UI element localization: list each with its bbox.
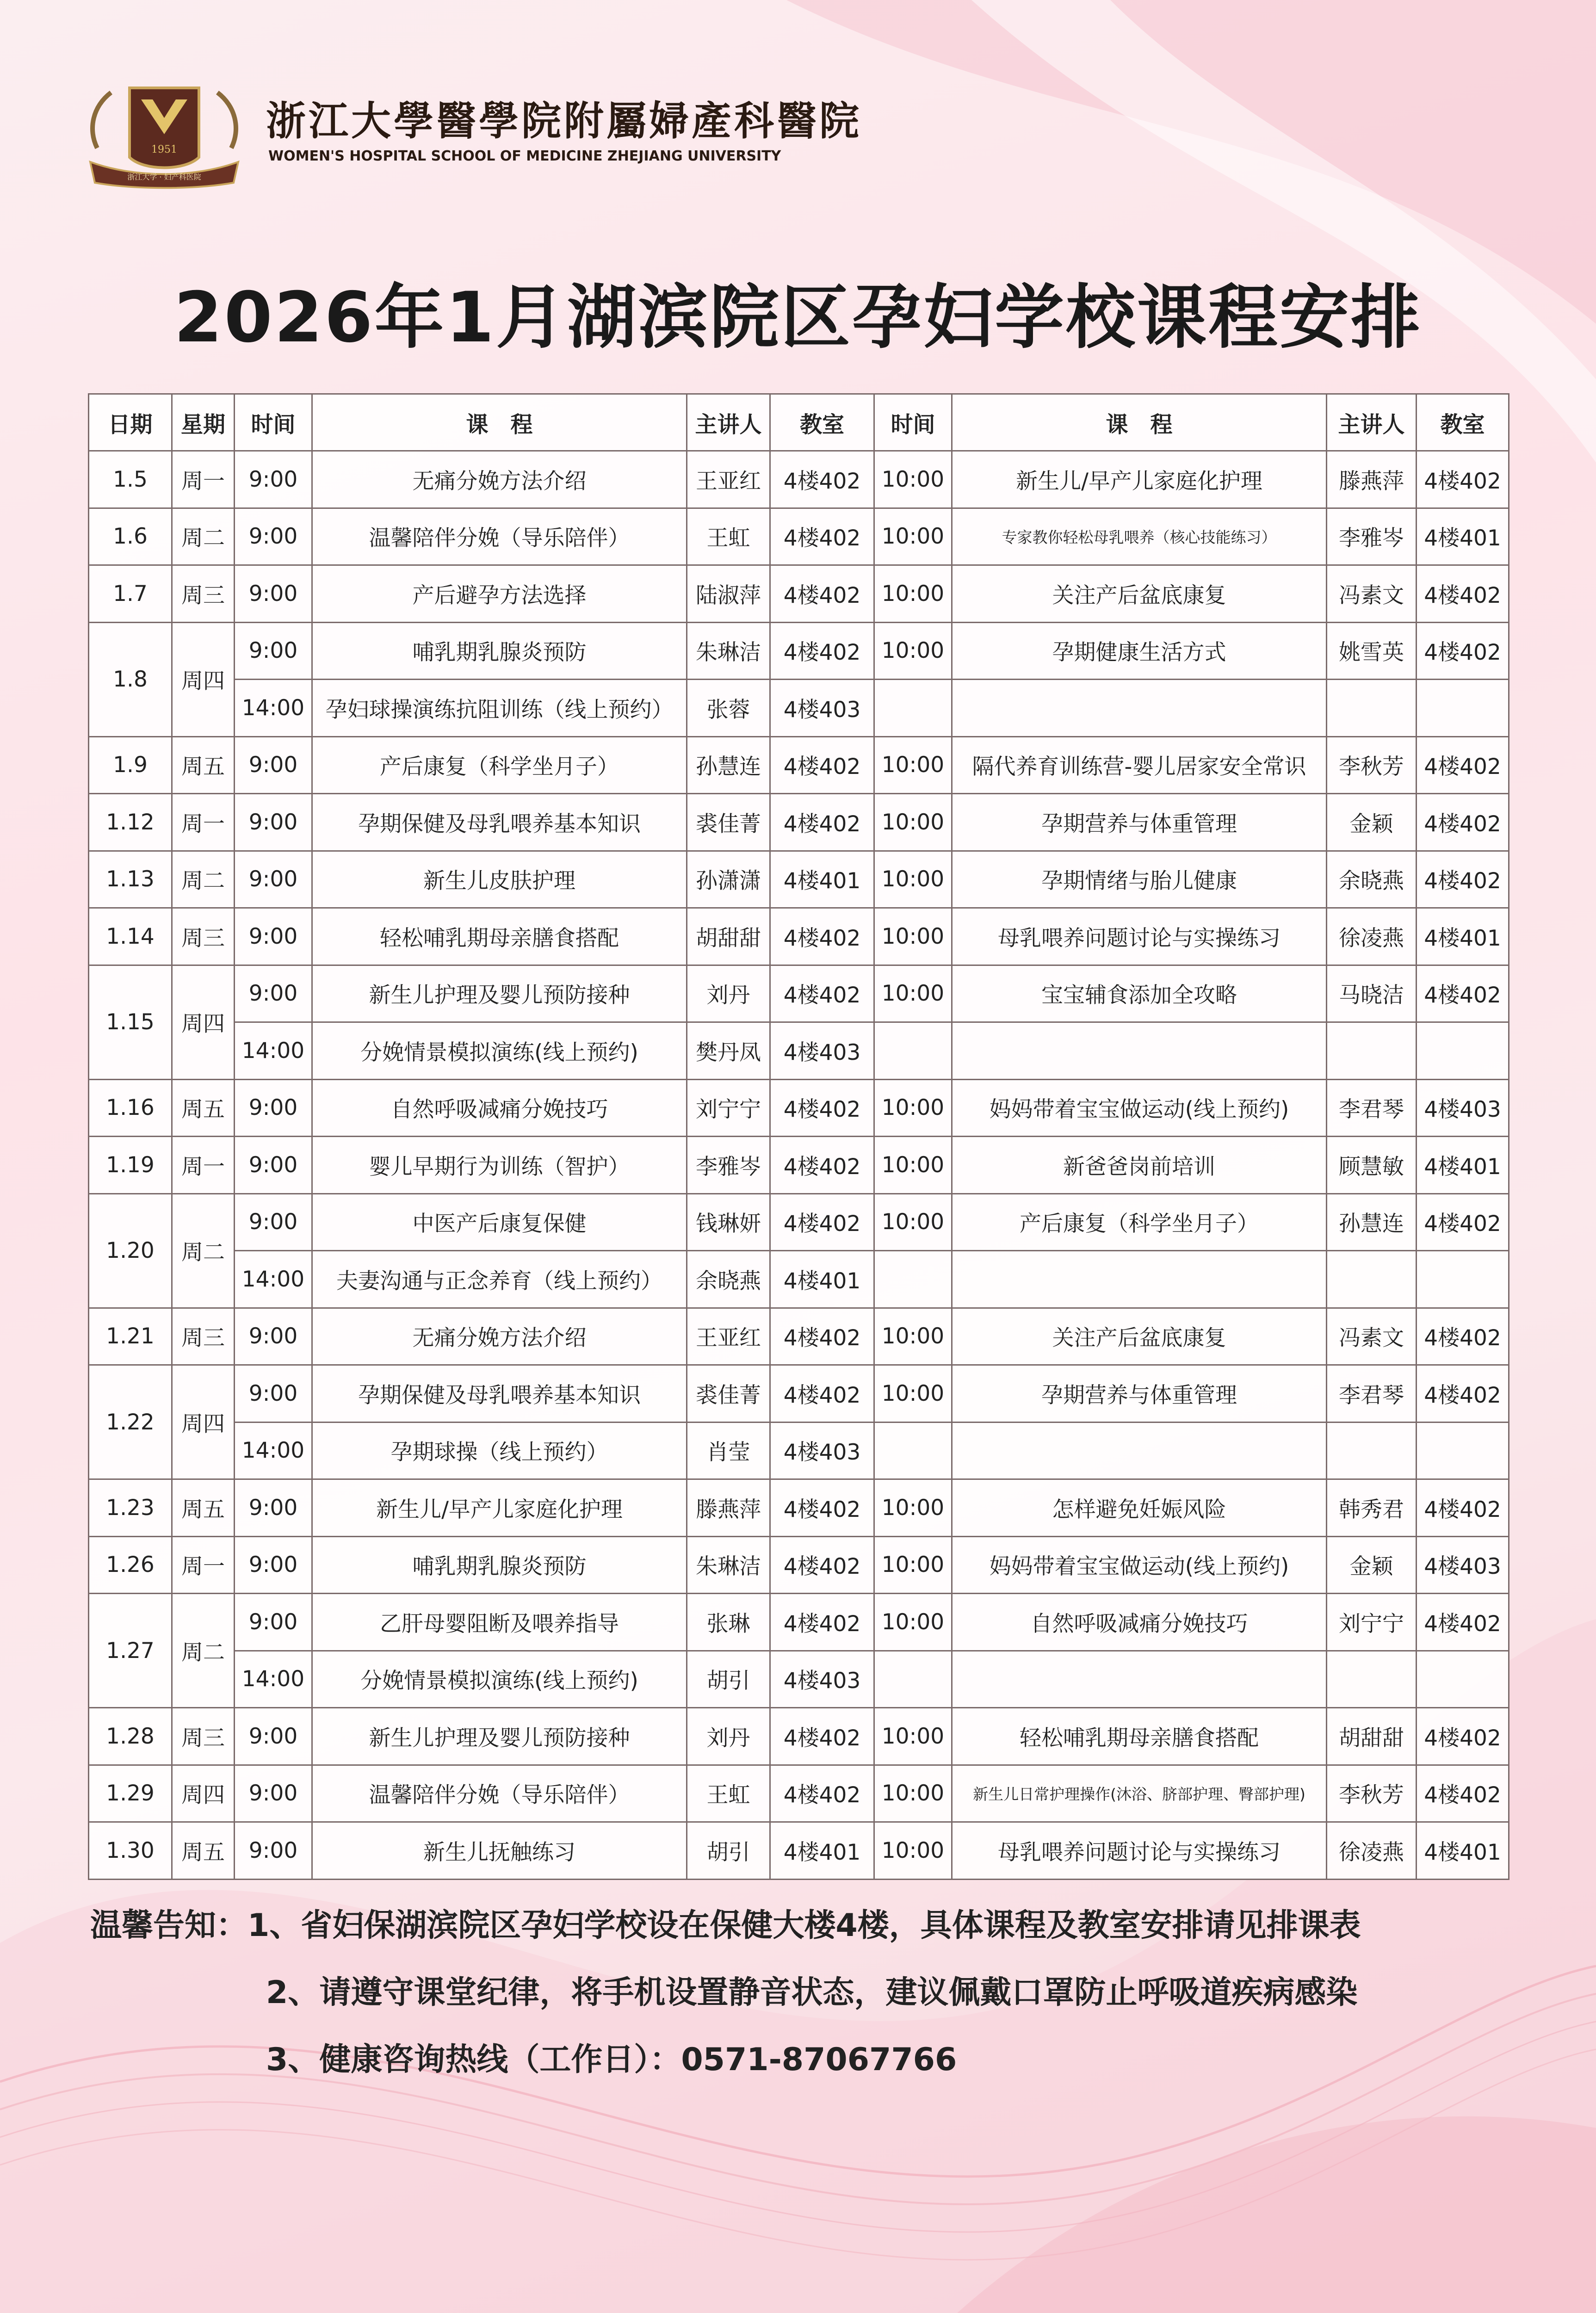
room-cell: 4楼402 <box>770 1536 874 1594</box>
header-room: 教室 <box>770 394 874 451</box>
header-time-2: 时间 <box>874 394 952 451</box>
room-cell-2: 4楼402 <box>1417 1594 1509 1651</box>
time-cell-2: 10:00 <box>874 1194 952 1251</box>
lecturer-cell-2 <box>1327 1422 1417 1479</box>
logo-ribbon-text: 浙江大学 · 妇产科医院 <box>127 173 201 181</box>
lecturer-cell-2 <box>1327 1651 1417 1708</box>
header-date: 日期 <box>89 394 172 451</box>
header-room-2: 教室 <box>1417 394 1509 451</box>
lecturer-cell: 孙慧连 <box>687 736 770 794</box>
weekday-cell: 周五 <box>172 736 235 794</box>
room-cell-2: 4楼401 <box>1417 1822 1509 1880</box>
course-cell: 无痛分娩方法介绍 <box>312 451 687 508</box>
course-cell-2: 宝宝辅食添加全攻略 <box>952 965 1327 1022</box>
lecturer-cell: 朱琳洁 <box>687 622 770 680</box>
header-time: 时间 <box>235 394 312 451</box>
room-cell: 4楼402 <box>770 965 874 1022</box>
lecturer-cell: 朱琳洁 <box>687 1536 770 1594</box>
notice-line-2 <box>90 1959 1361 2026</box>
lecturer-cell-2: 冯素文 <box>1327 1308 1417 1365</box>
course-cell-2: 母乳喂养问题讨论与实操练习 <box>952 908 1327 965</box>
time-cell: 9:00 <box>235 451 312 508</box>
time-cell-2: 10:00 <box>874 1137 952 1194</box>
course-cell: 温馨陪伴分娩（导乐陪伴） <box>312 508 687 565</box>
weekday-cell: 周二 <box>172 1594 235 1708</box>
lecturer-cell-2: 徐凌燕 <box>1327 1822 1417 1880</box>
time-cell-2 <box>874 1251 952 1308</box>
time-cell-2: 10:00 <box>874 1479 952 1537</box>
room-cell: 4楼403 <box>770 680 874 737</box>
weekday-cell: 周三 <box>172 565 235 623</box>
course-cell: 孕妇球操演练抗阻训练（线上预约） <box>312 680 687 737</box>
date-cell: 1.27 <box>89 1594 172 1708</box>
header-course-2: 课 程 <box>952 394 1327 451</box>
notice-item-3: 3、健康咨询热线（工作日）：0571-87067766 <box>266 2041 957 2078</box>
lecturer-cell-2: 徐凌燕 <box>1327 908 1417 965</box>
course-cell-2 <box>952 1651 1327 1708</box>
room-cell: 4楼402 <box>770 565 874 623</box>
date-cell: 1.19 <box>89 1137 172 1194</box>
lecturer-cell-2: 李君琴 <box>1327 1365 1417 1422</box>
weekday-cell: 周四 <box>172 965 235 1079</box>
room-cell-2: 4楼402 <box>1417 1765 1509 1822</box>
room-cell-2: 4楼402 <box>1417 451 1509 508</box>
lecturer-cell: 余晓燕 <box>687 1251 770 1308</box>
lecturer-cell-2: 李雅岑 <box>1327 508 1417 565</box>
room-cell: 4楼402 <box>770 736 874 794</box>
lecturer-cell: 裘佳菁 <box>687 794 770 851</box>
course-cell: 分娩情景模拟演练(线上预约) <box>312 1651 687 1708</box>
schedule-body <box>89 451 1509 1880</box>
course-cell-2: 新爸爸岗前培训 <box>952 1137 1327 1194</box>
room-cell-2: 4楼402 <box>1417 851 1509 908</box>
room-cell: 4楼402 <box>770 1308 874 1365</box>
time-cell-2: 10:00 <box>874 1708 952 1765</box>
date-cell: 1.13 <box>89 851 172 908</box>
weekday-cell: 周二 <box>172 1194 235 1308</box>
time-cell: 9:00 <box>235 1479 312 1537</box>
time-cell: 9:00 <box>235 1594 312 1651</box>
lecturer-cell-2: 滕燕萍 <box>1327 451 1417 508</box>
course-cell-2: 关注产后盆底康复 <box>952 1308 1327 1365</box>
lecturer-cell-2: 金颖 <box>1327 794 1417 851</box>
time-cell: 9:00 <box>235 851 312 908</box>
weekday-cell: 周五 <box>172 1479 235 1537</box>
course-cell-2: 自然呼吸减痛分娩技巧 <box>952 1594 1327 1651</box>
course-cell-2: 妈妈带着宝宝做运动(线上预约) <box>952 1079 1327 1137</box>
time-cell: 14:00 <box>235 680 312 737</box>
lecturer-cell-2: 顾慧敏 <box>1327 1137 1417 1194</box>
schedule-table <box>88 393 1509 1880</box>
time-cell-2: 10:00 <box>874 1079 952 1137</box>
room-cell-2 <box>1417 1422 1509 1479</box>
time-cell: 9:00 <box>235 1822 312 1880</box>
time-cell-2: 10:00 <box>874 451 952 508</box>
weekday-cell: 周一 <box>172 1536 235 1594</box>
lecturer-cell-2: 马晓洁 <box>1327 965 1417 1022</box>
room-cell-2: 4楼402 <box>1417 565 1509 623</box>
room-cell-2: 4楼402 <box>1417 965 1509 1022</box>
table-row <box>89 965 1509 1022</box>
date-cell: 1.6 <box>89 508 172 565</box>
date-cell: 1.28 <box>89 1708 172 1765</box>
time-cell: 9:00 <box>235 1765 312 1822</box>
weekday-cell: 周五 <box>172 1822 235 1880</box>
time-cell-2: 10:00 <box>874 794 952 851</box>
date-cell: 1.15 <box>89 965 172 1079</box>
room-cell-2: 4楼402 <box>1417 1708 1509 1765</box>
table-row <box>89 851 1509 908</box>
room-cell-2 <box>1417 1022 1509 1080</box>
table-row <box>89 622 1509 680</box>
room-cell-2 <box>1417 1251 1509 1308</box>
table-row <box>89 1765 1509 1822</box>
course-cell: 新生儿抚触练习 <box>312 1822 687 1880</box>
course-cell: 分娩情景模拟演练(线上预约) <box>312 1022 687 1080</box>
notice-line-3 <box>90 2026 1361 2093</box>
table-row <box>89 565 1509 623</box>
time-cell: 9:00 <box>235 965 312 1022</box>
room-cell-2: 4楼402 <box>1417 1194 1509 1251</box>
time-cell: 9:00 <box>235 794 312 851</box>
notice-line-1 <box>90 1892 1361 1959</box>
table-row <box>89 1194 1509 1251</box>
course-cell: 新生儿护理及婴儿预防接种 <box>312 965 687 1022</box>
weekday-cell: 周一 <box>172 451 235 508</box>
time-cell: 14:00 <box>235 1422 312 1479</box>
date-cell: 1.12 <box>89 794 172 851</box>
date-cell: 1.21 <box>89 1308 172 1365</box>
weekday-cell: 周二 <box>172 851 235 908</box>
table-row <box>89 1137 1509 1194</box>
time-cell-2: 10:00 <box>874 1536 952 1594</box>
time-cell: 9:00 <box>235 1137 312 1194</box>
lecturer-cell: 樊丹凤 <box>687 1022 770 1080</box>
date-cell: 1.29 <box>89 1765 172 1822</box>
date-cell: 1.23 <box>89 1479 172 1537</box>
header-lecturer-2: 主讲人 <box>1327 394 1417 451</box>
course-cell-2: 隔代养育训练营-婴儿居家安全常识 <box>952 736 1327 794</box>
course-cell-2: 专家教你轻松母乳喂养（核心技能练习） <box>952 508 1327 565</box>
date-cell: 1.14 <box>89 908 172 965</box>
time-cell-2: 10:00 <box>874 1765 952 1822</box>
lecturer-cell: 王虹 <box>687 508 770 565</box>
lecturer-cell-2: 李秋芳 <box>1327 736 1417 794</box>
table-row <box>89 908 1509 965</box>
course-cell-2 <box>952 680 1327 737</box>
lecturer-cell: 裘佳菁 <box>687 1365 770 1422</box>
header-weekday: 星期 <box>172 394 235 451</box>
room-cell: 4楼402 <box>770 1708 874 1765</box>
time-cell: 9:00 <box>235 1365 312 1422</box>
table-row <box>89 1479 1509 1537</box>
time-cell-2: 10:00 <box>874 508 952 565</box>
lecturer-cell: 胡甜甜 <box>687 908 770 965</box>
lecturer-cell: 肖莹 <box>687 1422 770 1479</box>
course-cell-2 <box>952 1251 1327 1308</box>
weekday-cell: 周四 <box>172 1765 235 1822</box>
table-row <box>89 1308 1509 1365</box>
course-cell: 自然呼吸减痛分娩技巧 <box>312 1079 687 1137</box>
course-cell: 婴儿早期行为训练（智护） <box>312 1137 687 1194</box>
table-row <box>89 1594 1509 1651</box>
date-cell: 1.9 <box>89 736 172 794</box>
header-course: 课 程 <box>312 394 687 451</box>
time-cell: 9:00 <box>235 908 312 965</box>
lecturer-cell: 刘宁宁 <box>687 1079 770 1137</box>
course-cell: 温馨陪伴分娩（导乐陪伴） <box>312 1765 687 1822</box>
course-cell-2: 孕期情绪与胎儿健康 <box>952 851 1327 908</box>
table-header-row <box>89 394 1509 451</box>
table-row <box>89 794 1509 851</box>
lecturer-cell: 刘丹 <box>687 965 770 1022</box>
date-cell: 1.26 <box>89 1536 172 1594</box>
room-cell: 4楼401 <box>770 1822 874 1880</box>
lecturer-cell: 张蓉 <box>687 680 770 737</box>
time-cell-2: 10:00 <box>874 965 952 1022</box>
table-row <box>89 1079 1509 1137</box>
course-cell: 哺乳期乳腺炎预防 <box>312 622 687 680</box>
lecturer-cell: 李雅岑 <box>687 1137 770 1194</box>
notice-item-1: 1、省妇保湖滨院区孕妇学校设在保健大楼4楼，具体课程及教室安排请见排课表 <box>247 1907 1361 1944</box>
notice-prefix: 温馨告知： <box>90 1907 248 1944</box>
lecturer-cell-2: 余晓燕 <box>1327 851 1417 908</box>
lecturer-cell: 滕燕萍 <box>687 1479 770 1537</box>
date-cell: 1.7 <box>89 565 172 623</box>
time-cell-2: 10:00 <box>874 565 952 623</box>
table-row <box>89 1651 1509 1708</box>
course-cell-2: 妈妈带着宝宝做运动(线上预约) <box>952 1536 1327 1594</box>
date-cell: 1.16 <box>89 1079 172 1137</box>
room-cell: 4楼402 <box>770 908 874 965</box>
lecturer-cell-2: 韩秀君 <box>1327 1479 1417 1537</box>
page-title: 2026年1月湖滨院区孕妇学校课程安排 <box>174 278 1422 358</box>
course-cell: 新生儿护理及婴儿预防接种 <box>312 1708 687 1765</box>
room-cell-2 <box>1417 680 1509 737</box>
date-cell: 1.20 <box>89 1194 172 1308</box>
time-cell: 9:00 <box>235 1536 312 1594</box>
lecturer-cell: 陆淑萍 <box>687 565 770 623</box>
course-cell-2: 母乳喂养问题讨论与实操练习 <box>952 1822 1327 1880</box>
lecturer-cell-2 <box>1327 1022 1417 1080</box>
table-row <box>89 451 1509 508</box>
course-cell-2: 关注产后盆底康复 <box>952 565 1327 623</box>
room-cell-2: 4楼401 <box>1417 508 1509 565</box>
time-cell-2: 10:00 <box>874 622 952 680</box>
date-cell: 1.30 <box>89 1822 172 1880</box>
time-cell: 9:00 <box>235 1708 312 1765</box>
time-cell: 9:00 <box>235 1194 312 1251</box>
time-cell-2: 10:00 <box>874 736 952 794</box>
hospital-name-cn: 浙江大學醫學院附屬婦產科醫院 <box>266 98 862 144</box>
table-row <box>89 1536 1509 1594</box>
lecturer-cell: 王虹 <box>687 1765 770 1822</box>
course-cell: 新生儿皮肤护理 <box>312 851 687 908</box>
course-cell: 中医产后康复保健 <box>312 1194 687 1251</box>
course-cell-2 <box>952 1022 1327 1080</box>
table-row <box>89 680 1509 737</box>
time-cell-2: 10:00 <box>874 908 952 965</box>
room-cell: 4楼402 <box>770 1137 874 1194</box>
time-cell-2: 10:00 <box>874 1822 952 1880</box>
table-row <box>89 1251 1509 1308</box>
course-cell: 孕期球操（线上预约） <box>312 1422 687 1479</box>
room-cell-2 <box>1417 1651 1509 1708</box>
course-cell: 轻松哺乳期母亲膳食搭配 <box>312 908 687 965</box>
lecturer-cell: 胡引 <box>687 1651 770 1708</box>
time-cell-2: 10:00 <box>874 851 952 908</box>
course-cell-2: 新生儿/早产儿家庭化护理 <box>952 451 1327 508</box>
time-cell: 9:00 <box>235 1308 312 1365</box>
room-cell: 4楼401 <box>770 1251 874 1308</box>
room-cell-2: 4楼402 <box>1417 794 1509 851</box>
room-cell: 4楼402 <box>770 1594 874 1651</box>
lecturer-cell-2: 孙慧连 <box>1327 1194 1417 1251</box>
table-row <box>89 736 1509 794</box>
table-row <box>89 508 1509 565</box>
course-cell: 产后避孕方法选择 <box>312 565 687 623</box>
lecturer-cell: 王亚红 <box>687 1308 770 1365</box>
room-cell-2: 4楼402 <box>1417 622 1509 680</box>
course-cell: 孕期保健及母乳喂养基本知识 <box>312 1365 687 1422</box>
weekday-cell: 周一 <box>172 1137 235 1194</box>
room-cell-2: 4楼401 <box>1417 1137 1509 1194</box>
hospital-header <box>79 79 862 190</box>
time-cell: 14:00 <box>235 1651 312 1708</box>
lecturer-cell-2: 冯素文 <box>1327 565 1417 623</box>
room-cell: 4楼403 <box>770 1022 874 1080</box>
room-cell-2: 4楼401 <box>1417 908 1509 965</box>
time-cell: 9:00 <box>235 508 312 565</box>
course-cell: 乙肝母婴阻断及喂养指导 <box>312 1594 687 1651</box>
time-cell-2 <box>874 680 952 737</box>
weekday-cell: 周一 <box>172 794 235 851</box>
lecturer-cell: 王亚红 <box>687 451 770 508</box>
room-cell-2: 4楼403 <box>1417 1079 1509 1137</box>
lecturer-cell-2 <box>1327 680 1417 737</box>
room-cell: 4楼402 <box>770 1079 874 1137</box>
room-cell-2: 4楼402 <box>1417 1308 1509 1365</box>
room-cell: 4楼402 <box>770 794 874 851</box>
course-cell-2: 孕期营养与体重管理 <box>952 1365 1327 1422</box>
table-row <box>89 1822 1509 1880</box>
notice-item-2: 2、请遵守课堂纪律，将手机设置静音状态，建议佩戴口罩防止呼吸道疾病感染 <box>266 1974 1358 2011</box>
lecturer-cell-2: 李君琴 <box>1327 1079 1417 1137</box>
room-cell: 4楼401 <box>770 851 874 908</box>
lecturer-cell-2: 刘宁宁 <box>1327 1594 1417 1651</box>
weekday-cell: 周四 <box>172 1365 235 1479</box>
weekday-cell: 周二 <box>172 508 235 565</box>
time-cell: 14:00 <box>235 1251 312 1308</box>
time-cell: 9:00 <box>235 1079 312 1137</box>
lecturer-cell-2 <box>1327 1251 1417 1308</box>
course-cell-2 <box>952 1422 1327 1479</box>
room-cell-2: 4楼403 <box>1417 1536 1509 1594</box>
weekday-cell: 周五 <box>172 1079 235 1137</box>
time-cell: 9:00 <box>235 736 312 794</box>
lecturer-cell-2: 李秋芳 <box>1327 1765 1417 1822</box>
table-row <box>89 1365 1509 1422</box>
room-cell-2: 4楼402 <box>1417 1365 1509 1422</box>
weekday-cell: 周三 <box>172 1708 235 1765</box>
course-cell-2: 轻松哺乳期母亲膳食搭配 <box>952 1708 1327 1765</box>
time-cell: 14:00 <box>235 1022 312 1080</box>
lecturer-cell-2: 胡甜甜 <box>1327 1708 1417 1765</box>
time-cell: 9:00 <box>235 622 312 680</box>
weekday-cell: 周四 <box>172 622 235 736</box>
room-cell-2: 4楼402 <box>1417 736 1509 794</box>
course-cell-2: 新生儿日常护理操作(沐浴、脐部护理、臀部护理) <box>952 1765 1327 1822</box>
room-cell: 4楼402 <box>770 451 874 508</box>
lecturer-cell-2: 姚雪英 <box>1327 622 1417 680</box>
course-cell: 哺乳期乳腺炎预防 <box>312 1536 687 1594</box>
room-cell: 4楼402 <box>770 508 874 565</box>
course-cell: 新生儿/早产儿家庭化护理 <box>312 1479 687 1537</box>
weekday-cell: 周三 <box>172 1308 235 1365</box>
hospital-name-en: WOMEN'S HOSPITAL SCHOOL OF MEDICINE ZHEJIANG UNIVERSITY <box>268 148 781 164</box>
date-cell: 1.5 <box>89 451 172 508</box>
lecturer-cell: 钱琳妍 <box>687 1194 770 1251</box>
lecturer-cell: 孙潇潇 <box>687 851 770 908</box>
time-cell-2: 10:00 <box>874 1308 952 1365</box>
course-cell: 产后康复（科学坐月子） <box>312 736 687 794</box>
room-cell: 4楼403 <box>770 1651 874 1708</box>
lecturer-cell-2: 金颖 <box>1327 1536 1417 1594</box>
course-cell: 无痛分娩方法介绍 <box>312 1308 687 1365</box>
room-cell: 4楼403 <box>770 1422 874 1479</box>
course-cell-2: 产后康复（科学坐月子） <box>952 1194 1327 1251</box>
table-row <box>89 1708 1509 1765</box>
course-cell-2: 孕期健康生活方式 <box>952 622 1327 680</box>
date-cell: 1.22 <box>89 1365 172 1479</box>
course-cell-2: 孕期营养与体重管理 <box>952 794 1327 851</box>
room-cell: 4楼402 <box>770 1479 874 1537</box>
date-cell: 1.8 <box>89 622 172 736</box>
time-cell-2 <box>874 1422 952 1479</box>
table-row <box>89 1022 1509 1080</box>
room-cell-2: 4楼402 <box>1417 1479 1509 1537</box>
room-cell: 4楼402 <box>770 1194 874 1251</box>
room-cell: 4楼402 <box>770 622 874 680</box>
header-lecturer: 主讲人 <box>687 394 770 451</box>
time-cell-2: 10:00 <box>874 1594 952 1651</box>
lecturer-cell: 刘丹 <box>687 1708 770 1765</box>
table-row <box>89 1422 1509 1479</box>
room-cell: 4楼402 <box>770 1765 874 1822</box>
time-cell-2 <box>874 1022 952 1080</box>
time-cell-2: 10:00 <box>874 1365 952 1422</box>
hospital-logo-icon <box>79 79 250 190</box>
lecturer-cell: 胡引 <box>687 1822 770 1880</box>
course-cell: 夫妻沟通与正念养育（线上预约） <box>312 1251 687 1308</box>
room-cell: 4楼402 <box>770 1365 874 1422</box>
course-cell-2: 怎样避免妊娠风险 <box>952 1479 1327 1537</box>
course-cell: 孕期保健及母乳喂养基本知识 <box>312 794 687 851</box>
time-cell: 9:00 <box>235 565 312 623</box>
logo-year: 1951 <box>151 144 177 155</box>
weekday-cell: 周三 <box>172 908 235 965</box>
notice-section <box>90 1892 1361 2093</box>
lecturer-cell: 张琳 <box>687 1594 770 1651</box>
time-cell-2 <box>874 1651 952 1708</box>
